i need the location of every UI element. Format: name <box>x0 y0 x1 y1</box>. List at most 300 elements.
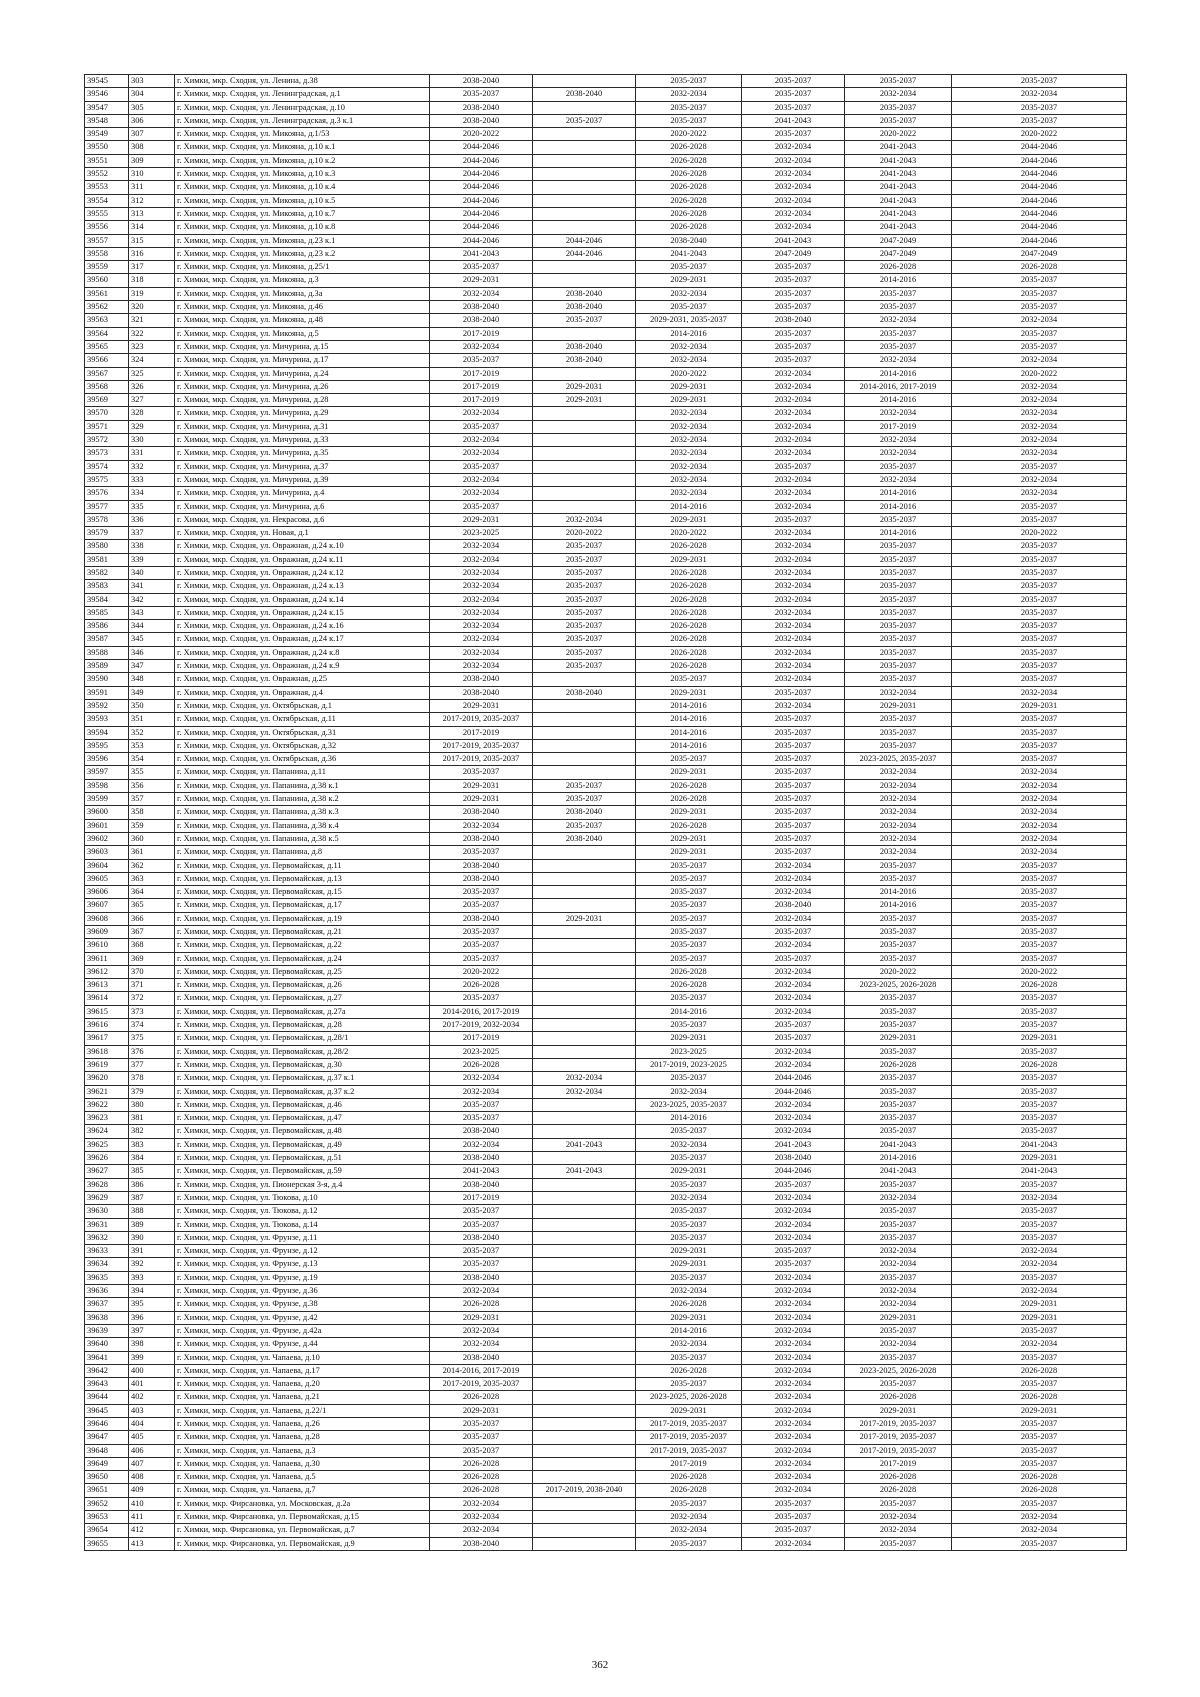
period-cell-6: 2035-2037 <box>952 327 1127 340</box>
registry-id-cell: 39568 <box>85 380 129 393</box>
address-cell: г. Химки, мкр. Сходня, ул. Папанина, д.38 к.5 <box>175 832 430 845</box>
period-cell-5: 2035-2037 <box>845 513 952 526</box>
period-cell-2: 2038-2040 <box>533 832 636 845</box>
period-cell-4: 2032-2034 <box>742 500 845 513</box>
period-cell-5: 2035-2037 <box>845 1098 952 1111</box>
period-cell-5: 2032-2034 <box>845 88 952 101</box>
row-number-cell: 329 <box>129 420 175 433</box>
registry-id-cell: 39637 <box>85 1298 129 1311</box>
table-row <box>85 899 1127 912</box>
address-cell: г. Химки, мкр. Сходня, ул. Фрунзе, д.44 <box>175 1338 430 1351</box>
period-cell-4: 2032-2034 <box>742 527 845 540</box>
period-cell-3: 2035-2037 <box>636 1271 742 1284</box>
period-cell-4: 2035-2037 <box>742 846 845 859</box>
registry-id-cell: 39633 <box>85 1245 129 1258</box>
address-cell: г. Химки, мкр. Сходня, ул. Папанина, д.38 к.4 <box>175 819 430 832</box>
period-cell-1: 2035-2037 <box>430 1112 533 1125</box>
period-cell-5: 2035-2037 <box>845 101 952 114</box>
row-number-cell: 359 <box>129 819 175 832</box>
address-cell: г. Химки, мкр. Сходня, ул. Мичурина, д.28 <box>175 394 430 407</box>
period-cell-3: 2026-2028 <box>636 646 742 659</box>
period-cell-3: 2029-2031 <box>636 380 742 393</box>
period-cell-6: 2035-2037 <box>952 114 1127 127</box>
period-cell-2: 2035-2037 <box>533 580 636 593</box>
period-cell-2: 2035-2037 <box>533 540 636 553</box>
period-cell-6: 2044-2046 <box>952 221 1127 234</box>
registry-id-cell: 39585 <box>85 606 129 619</box>
registry-id-cell: 39600 <box>85 806 129 819</box>
period-cell-3: 2026-2028 <box>636 154 742 167</box>
table-row <box>85 434 1127 447</box>
row-number-cell: 328 <box>129 407 175 420</box>
table-row <box>85 939 1127 952</box>
period-cell-5: 2017-2019 <box>845 420 952 433</box>
period-cell-1: 2044-2046 <box>430 154 533 167</box>
period-cell-6: 2032-2034 <box>952 779 1127 792</box>
address-cell: г. Химки, мкр. Сходня, ул. Первомайская, д.15 <box>175 886 430 899</box>
table-row <box>85 367 1127 380</box>
period-cell-3: 2014-2016 <box>636 1112 742 1125</box>
period-cell-4: 2035-2037 <box>742 1497 845 1510</box>
period-cell-6: 2029-2031 <box>952 1152 1127 1165</box>
period-cell-2 <box>533 1404 636 1417</box>
registry-id-cell: 39551 <box>85 154 129 167</box>
period-cell-2: 2020-2022 <box>533 527 636 540</box>
registry-id-cell: 39648 <box>85 1444 129 1457</box>
period-cell-2 <box>533 1324 636 1337</box>
period-cell-2: 2035-2037 <box>533 646 636 659</box>
period-cell-6: 2035-2037 <box>952 713 1127 726</box>
table-row <box>85 88 1127 101</box>
table-row <box>85 1098 1127 1111</box>
table-row <box>85 766 1127 779</box>
period-cell-2: 2032-2034 <box>533 1072 636 1085</box>
table-row <box>85 726 1127 739</box>
period-cell-2 <box>533 221 636 234</box>
period-cell-6: 2035-2037 <box>952 899 1127 912</box>
address-cell: г. Химки, мкр. Сходня, ул. Фрунзе, д.42а <box>175 1324 430 1337</box>
period-cell-6: 2035-2037 <box>952 1497 1127 1510</box>
row-number-cell: 339 <box>129 553 175 566</box>
period-cell-5: 2035-2037 <box>845 1537 952 1550</box>
period-cell-5: 2035-2037 <box>845 1205 952 1218</box>
address-cell: г. Химки, мкр. Сходня, ул. Микояна, д.10 к.1 <box>175 141 430 154</box>
table-row <box>85 793 1127 806</box>
row-number-cell: 344 <box>129 620 175 633</box>
period-cell-2 <box>533 500 636 513</box>
address-cell: г. Химки, мкр. Сходня, ул. Микояна, д.23 к.2 <box>175 247 430 260</box>
period-cell-6: 2035-2037 <box>952 500 1127 513</box>
table-row <box>85 1524 1127 1537</box>
period-cell-5: 2035-2037 <box>845 327 952 340</box>
table-row <box>85 1298 1127 1311</box>
period-cell-6: 2032-2034 <box>952 1285 1127 1298</box>
period-cell-5: 2035-2037 <box>845 620 952 633</box>
registry-id-cell: 39605 <box>85 872 129 885</box>
address-cell: г. Химки, мкр. Сходня, ул. Овражная, д.4 <box>175 686 430 699</box>
period-cell-2: 2044-2046 <box>533 247 636 260</box>
period-cell-2 <box>533 181 636 194</box>
address-cell: г. Химки, мкр. Сходня, ул. Первомайская, д.48 <box>175 1125 430 1138</box>
address-cell: г. Химки, мкр. Сходня, ул. Овражная, д.24 к.9 <box>175 660 430 673</box>
period-cell-2: 2038-2040 <box>533 686 636 699</box>
period-cell-5: 2035-2037 <box>845 1005 952 1018</box>
period-cell-4: 2032-2034 <box>742 181 845 194</box>
table-row <box>85 1258 1127 1271</box>
period-cell-5: 2035-2037 <box>845 114 952 127</box>
table-row <box>85 593 1127 606</box>
period-cell-2: 2038-2040 <box>533 88 636 101</box>
period-cell-5: 2026-2028 <box>845 1391 952 1404</box>
period-cell-6: 2026-2028 <box>952 261 1127 274</box>
period-cell-2 <box>533 274 636 287</box>
registry-id-cell: 39635 <box>85 1271 129 1284</box>
registry-id-cell: 39582 <box>85 566 129 579</box>
period-cell-2: 2035-2037 <box>533 606 636 619</box>
period-cell-3: 2032-2034 <box>636 1191 742 1204</box>
period-cell-4: 2035-2037 <box>742 128 845 141</box>
row-number-cell: 325 <box>129 367 175 380</box>
registry-id-cell: 39594 <box>85 726 129 739</box>
registry-id-cell: 39654 <box>85 1524 129 1537</box>
period-cell-2 <box>533 1311 636 1324</box>
period-cell-3: 2026-2028 <box>636 141 742 154</box>
table-row <box>85 1351 1127 1364</box>
registry-id-cell: 39561 <box>85 287 129 300</box>
registry-id-cell: 39655 <box>85 1537 129 1550</box>
address-cell: г. Химки, мкр. Сходня, ул. Октябрьская, д.31 <box>175 726 430 739</box>
table-row <box>85 101 1127 114</box>
period-cell-1: 2029-2031 <box>430 699 533 712</box>
registry-id-cell: 39592 <box>85 699 129 712</box>
period-cell-5: 2035-2037 <box>845 553 952 566</box>
period-cell-6: 2035-2037 <box>952 1231 1127 1244</box>
row-number-cell: 374 <box>129 1019 175 1032</box>
table-row <box>85 1457 1127 1470</box>
table-row <box>85 181 1127 194</box>
table-row <box>85 753 1127 766</box>
period-cell-3: 2035-2037 <box>636 926 742 939</box>
period-cell-6: 2035-2037 <box>952 872 1127 885</box>
row-number-cell: 350 <box>129 699 175 712</box>
period-cell-6: 2047-2049 <box>952 247 1127 260</box>
registry-id-cell: 39593 <box>85 713 129 726</box>
registry-id-cell: 39608 <box>85 912 129 925</box>
period-cell-2 <box>533 1245 636 1258</box>
period-cell-2: 2041-2043 <box>533 1165 636 1178</box>
table-row <box>85 1125 1127 1138</box>
registry-id-cell: 39640 <box>85 1338 129 1351</box>
period-cell-4: 2032-2034 <box>742 673 845 686</box>
period-cell-5: 2014-2016 <box>845 274 952 287</box>
period-cell-6: 2029-2031 <box>952 699 1127 712</box>
table-row <box>85 460 1127 473</box>
row-number-cell: 333 <box>129 473 175 486</box>
period-cell-3: 2032-2034 <box>636 420 742 433</box>
registry-id-cell: 39579 <box>85 527 129 540</box>
row-number-cell: 312 <box>129 194 175 207</box>
table-row <box>85 686 1127 699</box>
period-cell-4: 2035-2037 <box>742 287 845 300</box>
registry-id-cell: 39547 <box>85 101 129 114</box>
period-cell-6: 2032-2034 <box>952 407 1127 420</box>
period-cell-4: 2035-2037 <box>742 686 845 699</box>
address-cell: г. Химки, мкр. Сходня, ул. Ленинградская, д.3 к.1 <box>175 114 430 127</box>
period-cell-5: 2035-2037 <box>845 1351 952 1364</box>
period-cell-4: 2035-2037 <box>742 832 845 845</box>
address-cell: г. Химки, мкр. Сходня, ул. Первомайская, д.26 <box>175 979 430 992</box>
period-cell-5: 2032-2034 <box>845 1524 952 1537</box>
period-cell-1: 2035-2037 <box>430 1417 533 1430</box>
period-cell-4: 2035-2037 <box>742 739 845 752</box>
row-number-cell: 306 <box>129 114 175 127</box>
row-number-cell: 388 <box>129 1205 175 1218</box>
address-cell: г. Химки, мкр. Сходня, ул. Папанина, д.8 <box>175 846 430 859</box>
period-cell-5: 2041-2043 <box>845 207 952 220</box>
period-cell-1: 2017-2019 <box>430 1032 533 1045</box>
row-number-cell: 402 <box>129 1391 175 1404</box>
registry-id-cell: 39553 <box>85 181 129 194</box>
address-cell: г. Химки, мкр. Сходня, ул. Октябрьская, д.36 <box>175 753 430 766</box>
period-cell-6: 2035-2037 <box>952 992 1127 1005</box>
row-number-cell: 310 <box>129 168 175 181</box>
table-row <box>85 1058 1127 1071</box>
period-cell-4: 2035-2037 <box>742 75 845 88</box>
row-number-cell: 345 <box>129 633 175 646</box>
row-number-cell: 303 <box>129 75 175 88</box>
period-cell-3: 2035-2037 <box>636 1231 742 1244</box>
period-cell-1: 2032-2034 <box>430 646 533 659</box>
period-cell-1: 2038-2040 <box>430 912 533 925</box>
table-row <box>85 1231 1127 1244</box>
period-cell-3: 2032-2034 <box>636 447 742 460</box>
period-cell-2 <box>533 1218 636 1231</box>
period-cell-2 <box>533 168 636 181</box>
registry-id-cell: 39641 <box>85 1351 129 1364</box>
row-number-cell: 336 <box>129 513 175 526</box>
address-cell: г. Химки, мкр. Фирсановка, ул. Московская, д.2а <box>175 1497 430 1510</box>
row-number-cell: 360 <box>129 832 175 845</box>
period-cell-4: 2035-2037 <box>742 819 845 832</box>
period-cell-2: 2035-2037 <box>533 314 636 327</box>
period-cell-4: 2032-2034 <box>742 194 845 207</box>
period-cell-4: 2032-2034 <box>742 1311 845 1324</box>
row-number-cell: 338 <box>129 540 175 553</box>
row-number-cell: 348 <box>129 673 175 686</box>
period-cell-3: 2026-2028 <box>636 633 742 646</box>
period-cell-4: 2032-2034 <box>742 1271 845 1284</box>
registry-id-cell: 39607 <box>85 899 129 912</box>
table-row <box>85 1152 1127 1165</box>
period-cell-1: 2032-2034 <box>430 819 533 832</box>
period-cell-6: 2035-2037 <box>952 1125 1127 1138</box>
period-cell-4: 2032-2034 <box>742 540 845 553</box>
table-row <box>85 261 1127 274</box>
table-row <box>85 194 1127 207</box>
period-cell-6: 2029-2031 <box>952 1311 1127 1324</box>
period-cell-4: 2032-2034 <box>742 566 845 579</box>
period-cell-1: 2026-2028 <box>430 1484 533 1497</box>
table-row <box>85 1404 1127 1417</box>
row-number-cell: 404 <box>129 1417 175 1430</box>
row-number-cell: 411 <box>129 1511 175 1524</box>
period-cell-3: 2035-2037 <box>636 1072 742 1085</box>
period-cell-2 <box>533 753 636 766</box>
period-cell-3: 2014-2016 <box>636 1324 742 1337</box>
period-cell-1: 2044-2046 <box>430 181 533 194</box>
address-cell: г. Химки, мкр. Сходня, ул. Мичурина, д.31 <box>175 420 430 433</box>
address-cell: г. Химки, мкр. Сходня, ул. Первомайская, д.46 <box>175 1098 430 1111</box>
period-cell-5: 2035-2037 <box>845 633 952 646</box>
registry-id-cell: 39614 <box>85 992 129 1005</box>
row-number-cell: 356 <box>129 779 175 792</box>
period-cell-4: 2035-2037 <box>742 261 845 274</box>
address-cell: г. Химки, мкр. Сходня, ул. Овражная, д.24 к.14 <box>175 593 430 606</box>
table-row <box>85 620 1127 633</box>
address-cell: г. Химки, мкр. Сходня, ул. Чапаева, д.5 <box>175 1471 430 1484</box>
period-cell-1: 2023-2025 <box>430 1045 533 1058</box>
period-cell-5: 2026-2028 <box>845 1471 952 1484</box>
address-cell: г. Химки, мкр. Сходня, ул. Овражная, д.24 к.17 <box>175 633 430 646</box>
registry-id-cell: 39595 <box>85 739 129 752</box>
period-cell-5: 2035-2037 <box>845 872 952 885</box>
table-row <box>85 1484 1127 1497</box>
row-number-cell: 368 <box>129 939 175 952</box>
table-row <box>85 713 1127 726</box>
period-cell-1: 2038-2040 <box>430 1537 533 1550</box>
period-cell-4: 2035-2037 <box>742 513 845 526</box>
address-cell: г. Химки, мкр. Сходня, ул. Первомайская, д.24 <box>175 952 430 965</box>
registry-id-cell: 39602 <box>85 832 129 845</box>
period-cell-4: 2032-2034 <box>742 939 845 952</box>
period-cell-6: 2035-2037 <box>952 606 1127 619</box>
period-cell-4: 2032-2034 <box>742 1484 845 1497</box>
period-cell-1: 2032-2034 <box>430 1338 533 1351</box>
row-number-cell: 321 <box>129 314 175 327</box>
period-cell-1: 2038-2040 <box>430 686 533 699</box>
period-cell-2 <box>533 846 636 859</box>
period-cell-3: 2026-2028 <box>636 181 742 194</box>
period-cell-4: 2041-2043 <box>742 1138 845 1151</box>
period-cell-6: 2035-2037 <box>952 566 1127 579</box>
period-cell-6: 2041-2043 <box>952 1165 1127 1178</box>
period-cell-1: 2038-2040 <box>430 314 533 327</box>
period-cell-6: 2035-2037 <box>952 513 1127 526</box>
period-cell-6: 2035-2037 <box>952 274 1127 287</box>
row-number-cell: 316 <box>129 247 175 260</box>
address-cell: г. Химки, мкр. Сходня, ул. Мичурина, д.6 <box>175 500 430 513</box>
table-row <box>85 128 1127 141</box>
period-cell-5: 2035-2037 <box>845 1271 952 1284</box>
period-cell-2 <box>533 1511 636 1524</box>
period-cell-1: 2038-2040 <box>430 859 533 872</box>
period-cell-3: 2032-2034 <box>636 434 742 447</box>
period-cell-1: 2044-2046 <box>430 194 533 207</box>
registry-id-cell: 39603 <box>85 846 129 859</box>
table-row <box>85 407 1127 420</box>
row-number-cell: 391 <box>129 1245 175 1258</box>
period-cell-5: 2014-2016 <box>845 886 952 899</box>
address-cell: г. Химки, мкр. Сходня, ул. Фрунзе, д.13 <box>175 1258 430 1271</box>
period-cell-3: 2032-2034 <box>636 1085 742 1098</box>
registry-id-cell: 39546 <box>85 88 129 101</box>
period-cell-2: 2035-2037 <box>533 633 636 646</box>
row-number-cell: 403 <box>129 1404 175 1417</box>
period-cell-3: 2029-2031 <box>636 274 742 287</box>
period-cell-4: 2035-2037 <box>742 1511 845 1524</box>
period-cell-2 <box>533 766 636 779</box>
period-cell-3: 2029-2031 <box>636 1165 742 1178</box>
table-row <box>85 500 1127 513</box>
period-cell-1: 2032-2034 <box>430 473 533 486</box>
address-cell: г. Химки, мкр. Сходня, ул. Ленинградская, д.10 <box>175 101 430 114</box>
row-number-cell: 330 <box>129 434 175 447</box>
period-cell-6: 2020-2022 <box>952 965 1127 978</box>
period-cell-5: 2035-2037 <box>845 606 952 619</box>
period-cell-1: 2017-2019, 2035-2037 <box>430 753 533 766</box>
period-cell-6: 2035-2037 <box>952 1178 1127 1191</box>
period-cell-5: 2041-2043 <box>845 1138 952 1151</box>
period-cell-6: 2035-2037 <box>952 1444 1127 1457</box>
period-cell-5: 2032-2034 <box>845 434 952 447</box>
period-cell-2 <box>533 407 636 420</box>
period-cell-4: 2032-2034 <box>742 1285 845 1298</box>
period-cell-5: 2041-2043 <box>845 141 952 154</box>
address-cell: г. Химки, мкр. Сходня, ул. Микояна, д.25/1 <box>175 261 430 274</box>
period-cell-3: 2032-2034 <box>636 1524 742 1537</box>
period-cell-3: 2026-2028 <box>636 779 742 792</box>
registry-id-cell: 39615 <box>85 1005 129 1018</box>
period-cell-4: 2032-2034 <box>742 553 845 566</box>
period-cell-6: 2032-2034 <box>952 846 1127 859</box>
row-number-cell: 370 <box>129 965 175 978</box>
period-cell-6: 2035-2037 <box>952 886 1127 899</box>
period-cell-6: 2032-2034 <box>952 832 1127 845</box>
period-cell-2: 2029-2031 <box>533 380 636 393</box>
row-number-cell: 334 <box>129 487 175 500</box>
period-cell-4: 2032-2034 <box>742 979 845 992</box>
period-cell-5: 2032-2034 <box>845 1285 952 1298</box>
row-number-cell: 304 <box>129 88 175 101</box>
period-cell-5: 2041-2043 <box>845 194 952 207</box>
address-cell: г. Химки, мкр. Сходня, ул. Овражная, д.24 к.10 <box>175 540 430 553</box>
period-cell-3: 2035-2037 <box>636 912 742 925</box>
period-cell-3: 2035-2037 <box>636 939 742 952</box>
period-cell-5: 2029-2031 <box>845 1311 952 1324</box>
table-row <box>85 473 1127 486</box>
table-row <box>85 952 1127 965</box>
row-number-cell: 387 <box>129 1191 175 1204</box>
address-cell: г. Химки, мкр. Сходня, ул. Папанина, д.38 к.2 <box>175 793 430 806</box>
period-cell-1: 2017-2019, 2035-2037 <box>430 1378 533 1391</box>
address-cell: г. Химки, мкр. Сходня, ул. Тюкова, д.14 <box>175 1218 430 1231</box>
table-row <box>85 846 1127 859</box>
period-cell-5: 2047-2049 <box>845 234 952 247</box>
row-number-cell: 401 <box>129 1378 175 1391</box>
period-cell-3: 2026-2028 <box>636 207 742 220</box>
address-cell: г. Химки, мкр. Сходня, ул. Чапаева, д.28 <box>175 1431 430 1444</box>
period-cell-4: 2032-2034 <box>742 872 845 885</box>
period-cell-4: 2035-2037 <box>742 340 845 353</box>
row-number-cell: 394 <box>129 1285 175 1298</box>
period-cell-6: 2035-2037 <box>952 287 1127 300</box>
period-cell-3: 2026-2028 <box>636 979 742 992</box>
row-number-cell: 327 <box>129 394 175 407</box>
period-cell-6: 2035-2037 <box>952 1205 1127 1218</box>
period-cell-3: 2017-2019, 2035-2037 <box>636 1444 742 1457</box>
period-cell-6: 2035-2037 <box>952 912 1127 925</box>
period-cell-1: 2044-2046 <box>430 221 533 234</box>
